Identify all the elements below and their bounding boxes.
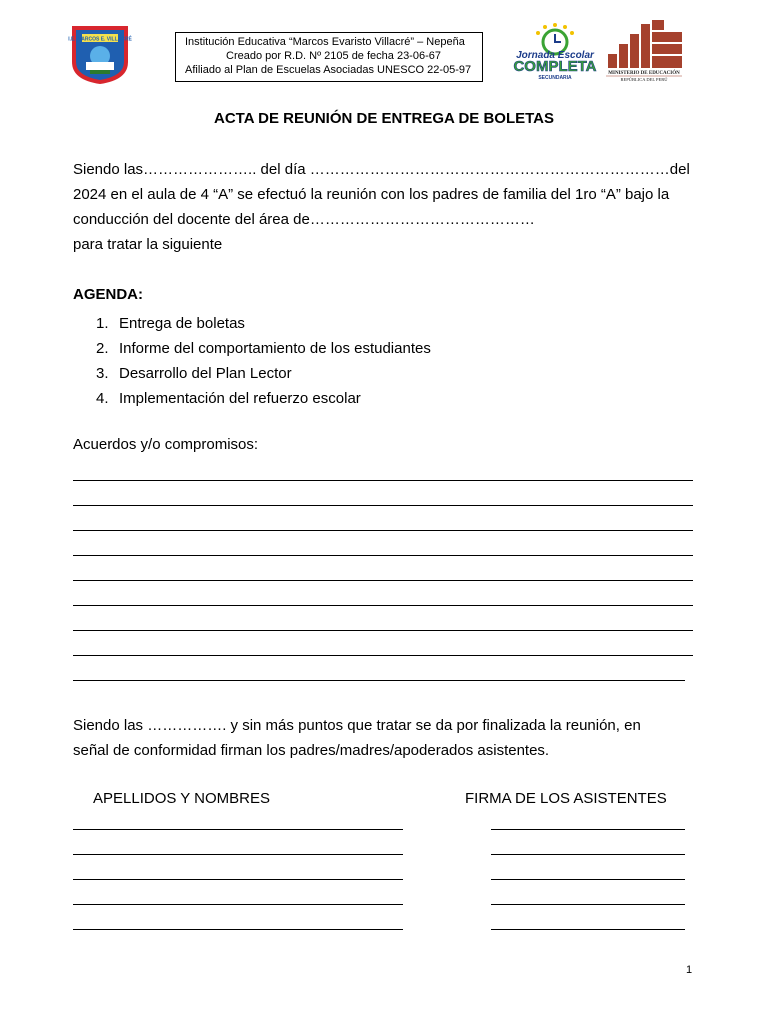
agenda-item: 1. Entrega de boletas (96, 315, 245, 332)
acuerdos-label: Acuerdos y/o compromisos: (73, 436, 259, 453)
intro-line-2: 2024 en el aula de 4 “A” se efectuó la reunión con los padres de familia del 1ro “A” bajo la (73, 186, 670, 203)
name-line (73, 929, 403, 930)
intro-line-1: Siendo las………………….. del día ………………………………………………………………del (73, 161, 690, 178)
min-lettering-2: REPÚBLICA DEL PERÚ (620, 77, 668, 82)
acuerdo-line (73, 505, 693, 506)
intro-line-4: para tratar la siguiente (73, 236, 223, 253)
agenda-list (96, 311, 431, 411)
acuerdo-line (73, 580, 693, 581)
header-line-1: Institución Educativa “Marcos Evaristo Villacré” – Nepeña (185, 36, 465, 48)
signatures-column-heading: FIRMA DE LOS ASISTENTES (465, 790, 667, 807)
name-line (73, 879, 403, 880)
acuerdo-line (73, 680, 685, 681)
agenda-item: 3. Desarrollo del Plan Lector (96, 365, 292, 382)
header-line-2: Creado por R.D. Nº 2105 de fecha 23-06-67 (226, 50, 441, 62)
name-line (73, 829, 403, 830)
crest-lettering: I.E. MARCOS E. VILLACRÉ (68, 36, 132, 43)
acuerdo-line (73, 555, 693, 556)
jornada-escolar-completa-logo (510, 22, 600, 82)
agenda-item: 4. Implementación del refuerzo escolar (96, 390, 361, 407)
signature-line (491, 854, 685, 855)
closing-paragraph (73, 713, 695, 763)
signature-line (491, 929, 685, 930)
closing-line-1: Siendo las ……………. y sin más puntos que tratar se da por finalizada la reunión, en (73, 717, 641, 734)
min-lettering-1: MINISTERIO DE EDUCACIÓN (608, 71, 680, 76)
header-line-3: Afiliado al Plan de Escuelas Asociadas UNESCO 22-05-97 (185, 64, 472, 76)
names-column-heading: APELLIDOS Y NOMBRES (93, 790, 271, 807)
acuerdo-line (73, 655, 693, 656)
closing-line-2: señal de conformidad firman los padres/madres/apoderados asistentes. (73, 742, 550, 759)
name-line (73, 904, 403, 905)
jec-lettering-2: COMPLETA (513, 58, 597, 75)
signature-line (491, 829, 685, 830)
acuerdo-line (73, 630, 693, 631)
acuerdo-line (73, 530, 693, 531)
signature-line (491, 904, 685, 905)
jec-lettering-1: Jornada Escolar (516, 50, 594, 61)
jec-lettering-3: SECUNDARIA (538, 75, 572, 81)
intro-paragraph (73, 157, 695, 257)
agenda-item: 2. Informe del comportamiento de los estudiantes (96, 340, 431, 357)
ministerio-educacion-logo (604, 18, 684, 84)
agenda-heading: AGENDA: (73, 286, 143, 303)
name-line (73, 854, 403, 855)
signature-line (491, 879, 685, 880)
school-crest-logo (68, 22, 132, 86)
intro-line-3: conducción del docente del área de……………………………………… (73, 211, 535, 228)
acuerdo-line (73, 605, 693, 606)
institution-header-box (175, 32, 483, 82)
acuerdo-line (73, 480, 693, 481)
page-number: 1 (686, 964, 693, 976)
document-title: ACTA DE REUNIÓN DE ENTREGA DE BOLETAS (213, 110, 554, 127)
